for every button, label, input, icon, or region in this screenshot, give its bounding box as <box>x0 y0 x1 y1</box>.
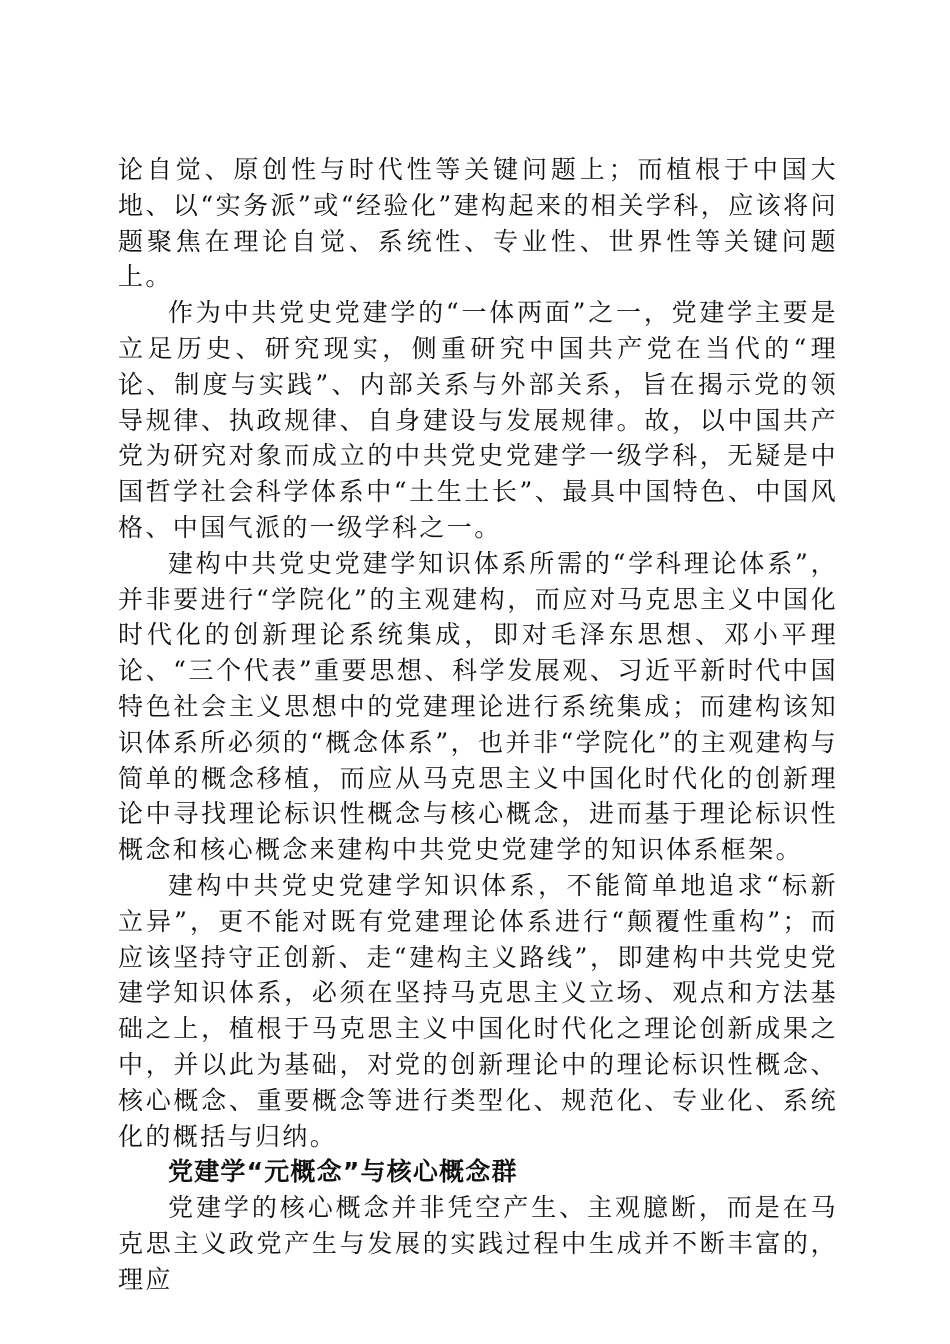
document-body <box>118 152 838 1298</box>
paragraph-continued: 论自觉、原创性与时代性等关键问题上；而植根于中国大地、以“实务派”或“经验化”建构起来的相关学科，应该将问题聚焦在理论自觉、系统性、专业性、世界性等关键问题上。 <box>118 155 838 292</box>
paragraph-theory-system: 建构中共党史党建学知识体系所需的“学科理论体系”，并非要进行“学院化”的主观建构，而应对马克思主义中国化时代化的创新理论系统集成，即对毛泽东思想、邓小平理论、“三个代表”重要思想、科学发展观、习近平新时代中国特色社会主义思想中的党建理论进行系统集成；而建构该知识体系所必须的“概念体系”，也并非“学院化”的主观建构与简单的概念移植，而应从马克思主义中国化时代化的创新理论中寻找理论标识性概念与核心概念，进而基于理论标识性概念和核心概念来建构中共党史党建学的知识体系框架。 <box>118 548 838 865</box>
paragraph-knowledge-system: 建构中共党史党建学知识体系，不能简单地追求“标新立异”，更不能对既有党建理论体系进行“颠覆性重构”；而应该坚持守正创新、走“建构主义路线”，即建构中共党史党建学知识体系，必须在坚持马克思主义立场、观点和方法基础之上，植根于马克思主义中国化时代化之理论创新成果之中，并以此为基础，对党的创新理论中的理论标识性概念、核心概念、重要概念等进行类型化、规范化、专业化、系统化的概括与归纳。 <box>118 870 838 1151</box>
paragraph-party-building-definition: 作为中共党史党建学的“一体两面”之一，党建学主要是立足历史、研究现实，侧重研究中国共产党在当代的“理论、制度与实践”、内部关系与外部关系，旨在揭示党的领导规律、执政规律、自身建设与发展规律。故，以中国共产党为研究对象而成立的中共党史党建学一级学科，无疑是中国哲学社会科学体系中“土生土长”、最具中国特色、中国风格、中国气派的一级学科之一。 <box>118 298 838 542</box>
section-heading: 党建学“元概念”与核心概念群 <box>168 1157 518 1187</box>
paragraph-core-concepts: 党建学的核心概念并非凭空产生、主观臆断，而是在马克思主义政党产生与发展的实践过程中生成并不断丰富的，理应 <box>118 1193 838 1294</box>
